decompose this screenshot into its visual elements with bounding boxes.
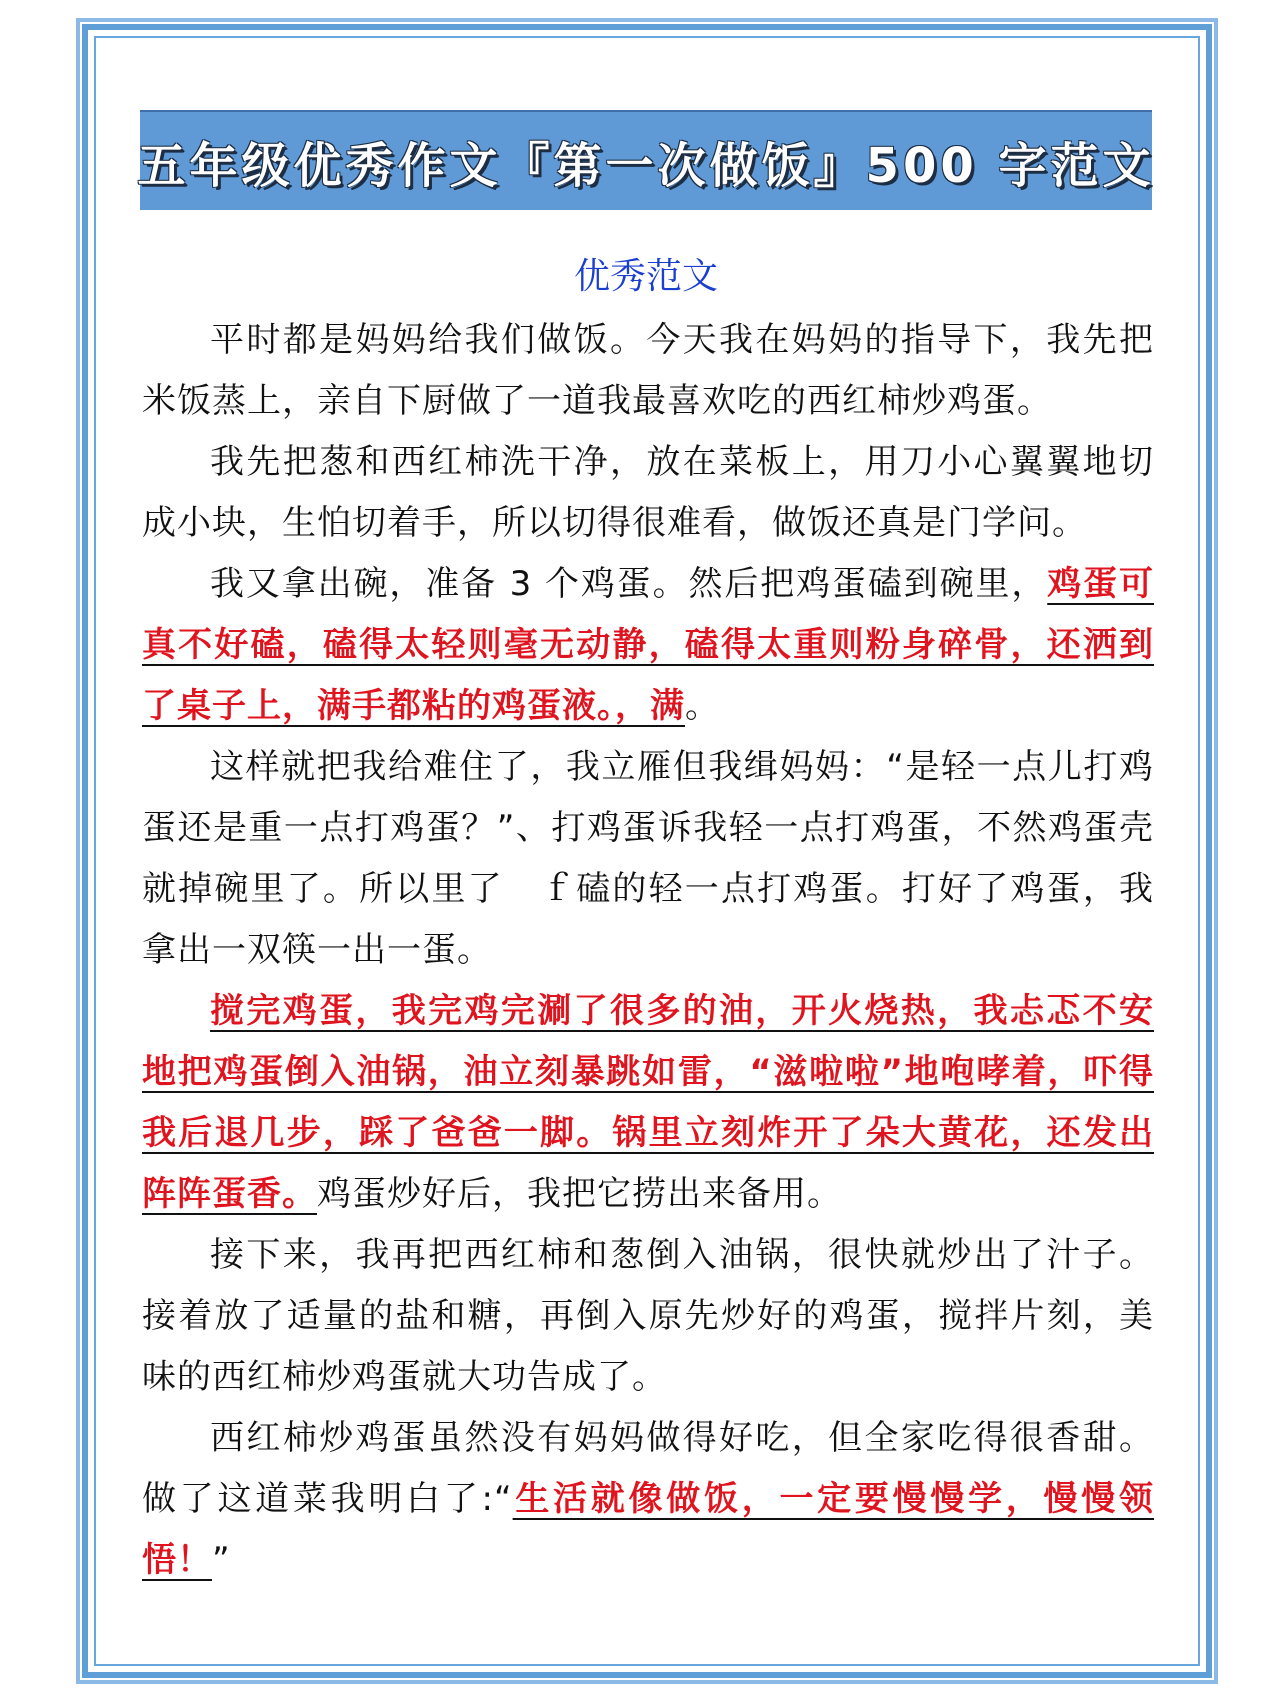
essay-paragraph [142,310,1154,432]
essay-paragraph [142,737,1154,981]
highlighted-sentence: 鸡蛋可真不好磕，磕得太轻则毫无动静，磕得太重则粉身碎骨，还洒到了桌子上，满手都粘的鸡蛋液。，满 [142,564,1154,726]
essay-paragraph [142,981,1154,1225]
highlighted-sentence: 生活就像做饭，一定要慢慢学，慢慢领悟！ [142,1479,1154,1580]
paragraph-text: 接下来，我再把西红柿和葱倒入油锅，很快就炒出了汁子。接着放了适量的盐和糖，再倒入原先炒好的鸡蛋，搅拌片刻，美味的西红柿炒鸡蛋就大功告成了。 [142,1235,1154,1397]
paragraph-text: 这样就把我给难住了，我立雁但我缉妈妈：“是轻一点儿打鸡蛋还是重一点打鸡蛋？”、打鸡蛋诉我轻一点打鸡蛋，不然鸡蛋壳就掉碗里了。所以里了 ｆ磕的轻一点打鸡蛋。打好了鸡蛋，我拿出一双筷一出一蛋。 [142,747,1154,970]
highlighted-sentence: 搅完鸡蛋，我完鸡完涮了很多的油，开火烧热，我忐忑不安地把鸡蛋倒入油锅，油立刻暴跳如雷，“滋啦啦”地咆哮着，吓得我后退几步，踩了爸爸一脚。锅里立刻炸开了朵大黄花，还发出阵阵蛋香。 [142,991,1154,1214]
paragraph-text: 平时都是妈妈给我们做饭。今天我在妈妈的指导下，我先把米饭蒸上，亲自下厨做了一道我最喜欢吃的西红柿炒鸡蛋。 [142,320,1154,421]
paragraph-text: 西红柿炒鸡蛋虽然没有妈妈做得好吃，但全家吃得很香甜。做了这道菜我明白了:“ [142,1418,1154,1519]
essay-body [142,310,1154,1591]
page-title: 五年级优秀作文『第一次做饭』500 字范文 [137,137,1155,194]
section-subtitle: 优秀范文 [573,256,718,297]
essay-paragraph [142,432,1154,554]
essay-paragraph [142,1225,1154,1408]
title-banner [137,110,1155,210]
essay-paragraph [142,1408,1154,1591]
paragraph-text: 我又拿出碗，准备 3 个鸡蛋。然后把鸡蛋磕到碗里， [210,564,1048,604]
essay-paragraph [142,554,1154,737]
paragraph-text: 鸡蛋炒好后，我把它捞出来备用。 [317,1174,842,1214]
paragraph-text: ” [212,1540,231,1580]
paragraph-text: 。 [685,686,720,726]
paragraph-text: 我先把葱和西红柿洗干净，放在菜板上，用刀小心翼翼地切成小块，生怕切着手，所以切得很难看，做饭还真是门学问。 [142,442,1154,543]
